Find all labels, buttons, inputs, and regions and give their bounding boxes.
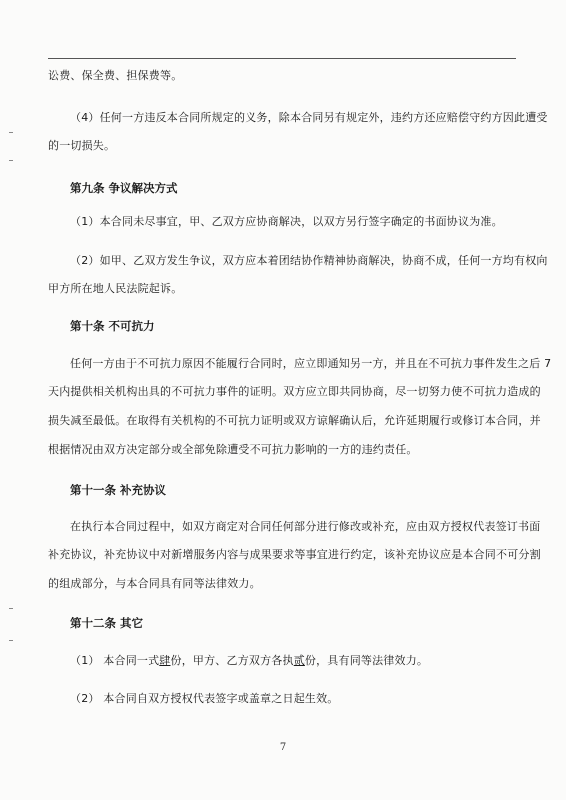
paragraph-continuation: 讼费、保全费、担保费等。 [48,69,183,82]
clause-9-2-line-2: 甲方所在地人民法院起诉。 [48,282,183,295]
clause-8-4-line-1: （4）任何一方违反本合同所规定的义务，除本合同另有规定外，违约方还应赔偿守约方因此遭受 [70,111,548,124]
clause-12-1 [48,649,518,673]
clause-9-1: （1）本合同未尽事宜，甲、乙双方应协商解决，以双方另行签字确定的书面协议为准。 [70,215,503,228]
article-9-heading: 第九条 争议解决方式 [70,181,178,195]
page-number: 7 [279,742,287,753]
copy-count-total: 肆 [159,654,171,667]
clause-12-1-text: 份，具有同等法律效力。 [304,654,429,667]
article-11-line-3: 的组成部分，与本合同具有同等法律效力。 [48,577,261,590]
copy-count-each: 贰 [293,654,305,667]
clause-12-2: （2） 本合同自双方授权代表签字或盖章之日起生效。 [70,692,339,705]
article-10-line-4: 根据情况由双方决定部分或全部免除遭受不可抗力影响的一方的违约责任。 [48,443,418,456]
article-10-heading: 第十条 不可抗力 [70,319,155,333]
article-11-line-2: 补充协议，补充协议中对新增服务内容与成果要求等事宜进行约定，该补充协议应是本合同不可分割 [48,548,541,561]
header-rule [48,58,516,59]
article-12-heading: 第十二条 其它 [70,616,144,630]
scan-mark [9,608,13,609]
clause-12-1-text: （1） 本合同一式 [70,654,160,667]
clause-8-4-line-2: 的一切损失。 [48,139,116,152]
article-11-line-1: 在执行本合同过程中，如双方商定对合同任何部分进行修改或补充，应由双方授权代表签订书面 [70,520,541,533]
scan-mark [9,640,13,641]
article-10-line-2: 天内提供相关机构出具的不可抗力事件的证明。双方应立即共同协商，尽一切努力使不可抗力造成的 [48,385,541,398]
clause-9-2-line-1: （2）如甲、乙双方发生争议，双方应本着团结协作精神协商解决，协商不成，任何一方均有权向 [70,254,548,267]
article-10-line-1: 任何一方由于不可抗力原因不能履行合同时，应立即通知另一方，并且在不可抗力事件发生之后 7 [70,357,552,370]
article-10-line-3: 损失减至最低。在取得有关机构的不可抗力证明或双方谅解确认后，允许延期履行或修订本合同，并 [48,414,541,427]
scan-mark [9,132,13,133]
article-11-heading: 第十一条 补充协议 [70,483,167,497]
scan-mark [9,160,13,161]
clause-12-1-text: 份，甲方、乙方双方各执 [170,654,294,667]
